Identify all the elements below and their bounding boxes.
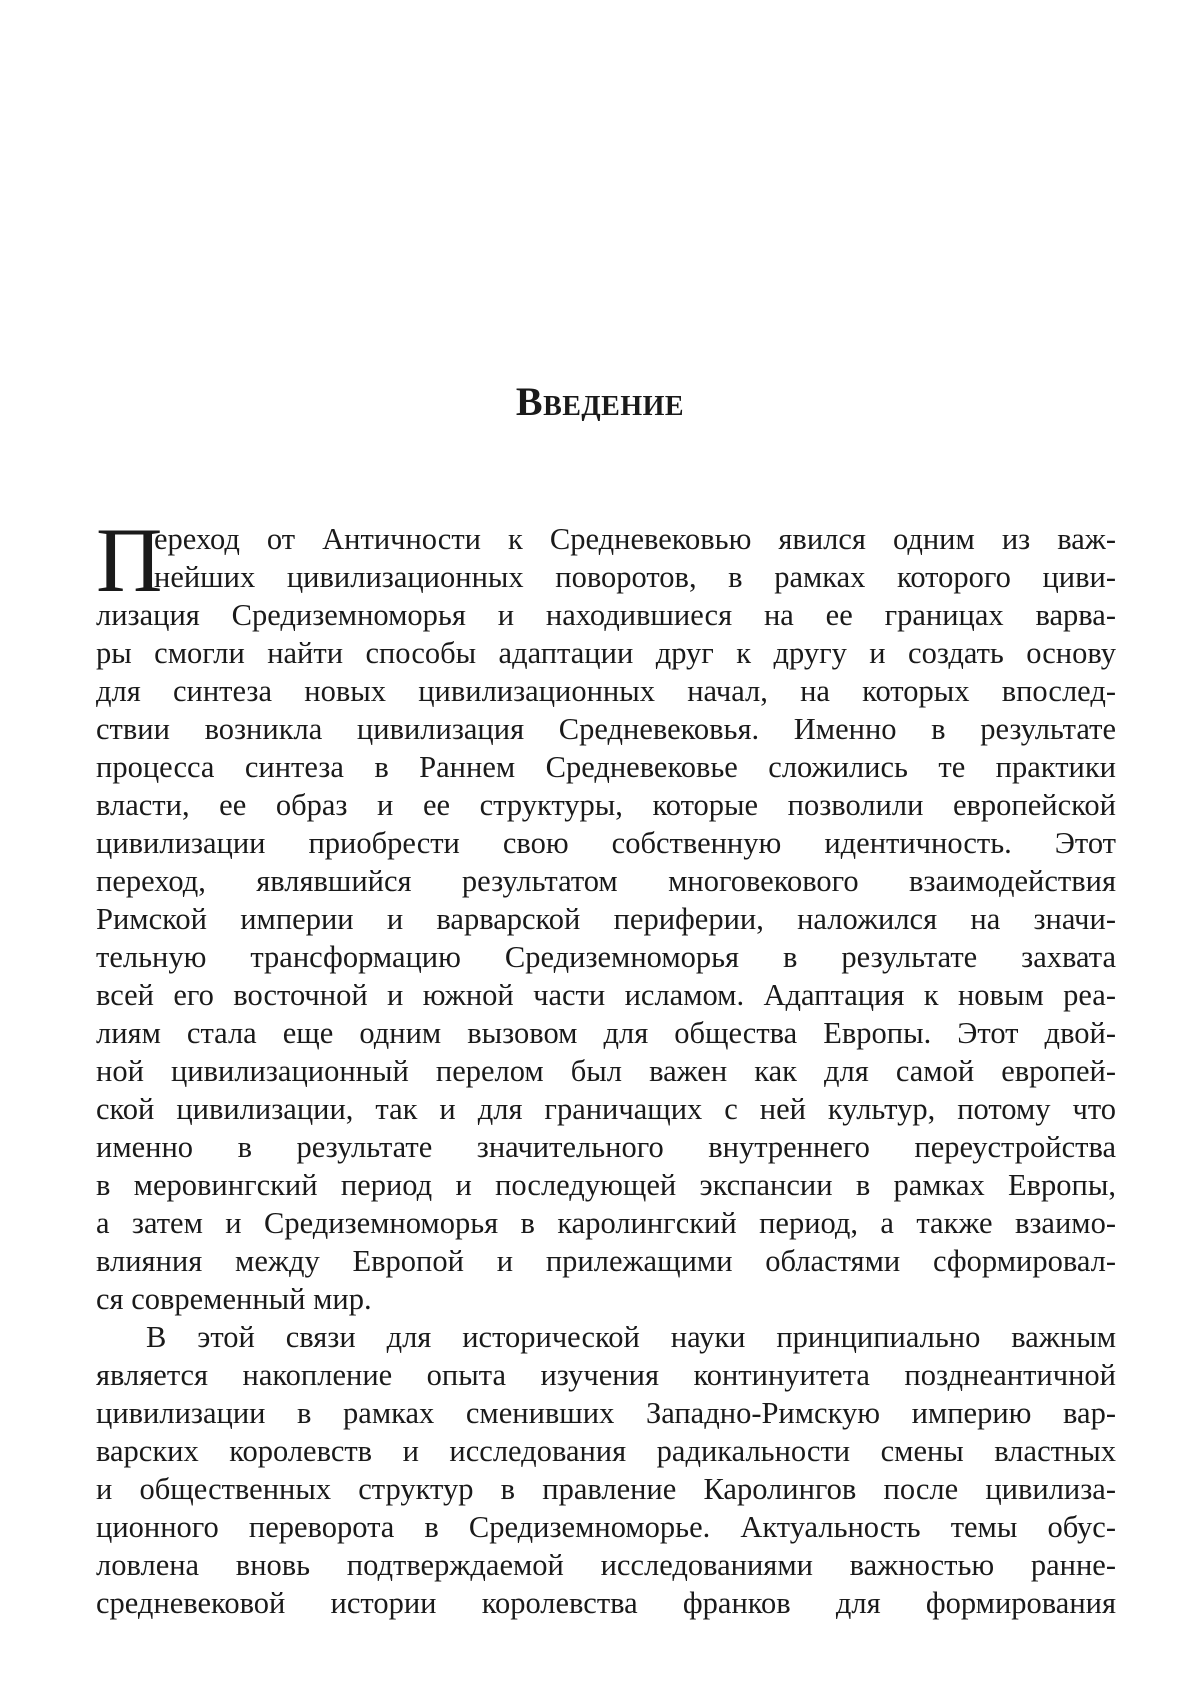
text-line: ереход от Античности к Средневековью явился одним из важ- xyxy=(154,522,1116,556)
text-line: а затем и Средиземноморья в каролингский период, а также взаимо- xyxy=(96,1206,1116,1240)
text-line: для синтеза новых цивилизационных начал, на которых впослед- xyxy=(96,674,1116,708)
text-line: именно в результате значительного внутреннего переустройства xyxy=(96,1130,1116,1164)
text-line: цивилизации в рамках сменивших Западно-Римскую империю вар- xyxy=(96,1396,1116,1430)
text-line: переход, являвшийся результатом многовекового взаимодействия xyxy=(96,864,1116,898)
text-line: является накопление опыта изучения континуитета позднеантичной xyxy=(96,1358,1116,1392)
text-line: ствии возникла цивилизация Средневековья. Именно в результате xyxy=(96,712,1116,746)
body-text xyxy=(96,509,1116,1622)
text-line: ры смогли найти способы адаптации друг к другу и создать основу xyxy=(96,636,1116,670)
text-line: ской цивилизации, так и для граничащих с ней культур, потому что xyxy=(96,1092,1116,1126)
text-line: лизация Средиземноморья и находившиеся на ее границах варва- xyxy=(96,598,1116,632)
chapter-heading: Введение xyxy=(515,379,685,424)
text-line: В этой связи для исторической науки принципиально важным xyxy=(146,1320,1116,1354)
text-line: цивилизации приобрести свою собственную идентичность. Этот xyxy=(96,826,1116,860)
text-line: ся современный мир. xyxy=(96,1282,372,1316)
text-line: нейших цивилизационных поворотов, в рамках которого циви- xyxy=(154,560,1116,594)
text-line: власти, ее образ и ее структуры, которые позволили европейской xyxy=(96,788,1116,822)
text-line: средневековой истории королевства франков для формирования xyxy=(96,1586,1116,1620)
text-line: всей его восточной и южной части исламом. Адаптация к новым реа- xyxy=(96,978,1116,1012)
paragraph-1 xyxy=(96,509,1116,1318)
text-line: ционного переворота в Средиземноморье. Актуальность темы обус- xyxy=(96,1510,1116,1544)
drop-cap: П xyxy=(96,509,163,611)
text-line: лиям стала еще одним вызовом для общества Европы. Этот двой- xyxy=(96,1016,1116,1050)
text-line: варских королевств и исследования радикальности смены властных xyxy=(96,1434,1116,1468)
text-line: процесса синтеза в Раннем Средневековье сложились те практики xyxy=(96,750,1116,784)
text-line: ной цивилизационный перелом был важен как для самой европей- xyxy=(96,1054,1116,1088)
paragraph-2 xyxy=(96,1318,1116,1622)
text-line: и общественных структур в правление Каролингов после цивилиза- xyxy=(96,1472,1116,1506)
text-line: влияния между Европой и прилежащими областями сформировал- xyxy=(96,1244,1116,1278)
text-line: Римской империи и варварской периферии, наложился на значи- xyxy=(96,902,1116,936)
text-line: тельную трансформацию Средиземноморья в результате захвата xyxy=(96,940,1116,974)
text-line: ловлена вновь подтверждаемой исследованиями важностью ранне- xyxy=(96,1548,1116,1582)
text-line: в меровингский период и последующей экспансии в рамках Европы, xyxy=(96,1168,1116,1202)
